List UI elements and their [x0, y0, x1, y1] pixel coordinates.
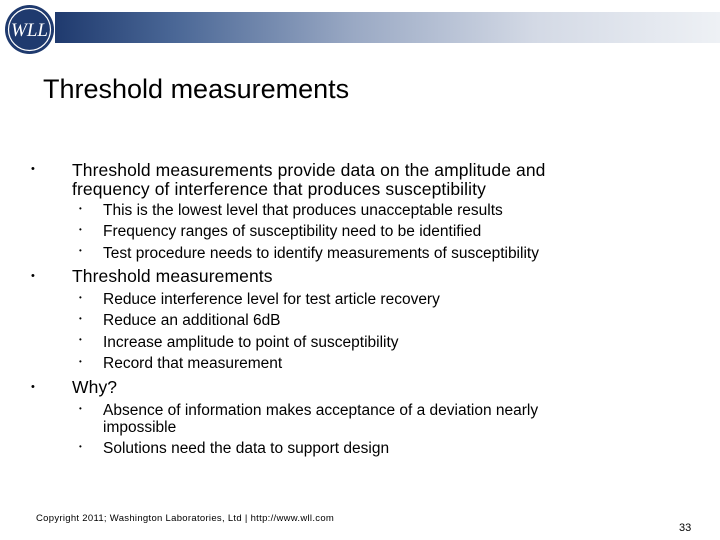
bullet-dot: • [31, 381, 35, 393]
bullet-text: frequency of interference that produces susceptibility [72, 179, 486, 199]
sub-bullet-dot: • [79, 293, 82, 302]
bullet-text: Threshold measurements provide data on the amplitude and [72, 160, 546, 180]
sub-bullet-dot: • [79, 357, 82, 366]
sub-bullet-text: Test procedure needs to identify measurements of susceptibility [103, 245, 539, 262]
slide-title: Threshold measurements [43, 74, 350, 104]
sub-bullet-text: Record that measurement [103, 355, 283, 372]
sub-bullet-dot: • [79, 335, 82, 344]
sub-bullet-text: Reduce an additional 6dB [103, 312, 281, 329]
sub-bullet-text: Reduce interference level for test article recovery [103, 291, 440, 308]
bullet-dot: • [31, 270, 35, 282]
bullet-text: Threshold measurements [72, 266, 273, 286]
sub-bullet-text: This is the lowest level that produces unacceptable results [103, 202, 503, 219]
wll-logo [4, 4, 55, 55]
svg-text:WLL: WLL [11, 20, 48, 41]
sub-bullet-text: Frequency ranges of susceptibility need to be identified [103, 223, 482, 240]
header-band [55, 12, 720, 43]
sub-bullet-text: Solutions need the data to support design [103, 440, 390, 457]
sub-bullet-text: Absence of information makes acceptance of a deviation nearly [103, 402, 539, 419]
page-number: 33 [679, 522, 692, 534]
bullet-text: Why? [72, 377, 118, 397]
footer-copyright: Copyright 2011; Washington Laboratories, Ltd | http://www.wll.com [36, 513, 335, 524]
bullet-dot: • [31, 163, 35, 175]
sub-bullet-text: impossible [103, 419, 177, 436]
sub-bullet-dot: • [79, 314, 82, 323]
sub-bullet-dot: • [79, 204, 82, 213]
sub-bullet-text: Increase amplitude to point of susceptibility [103, 334, 399, 351]
sub-bullet-dot: • [79, 246, 82, 255]
sub-bullet-dot: • [79, 442, 82, 451]
sub-bullet-dot: • [79, 225, 82, 234]
sub-bullet-dot: • [79, 404, 82, 413]
